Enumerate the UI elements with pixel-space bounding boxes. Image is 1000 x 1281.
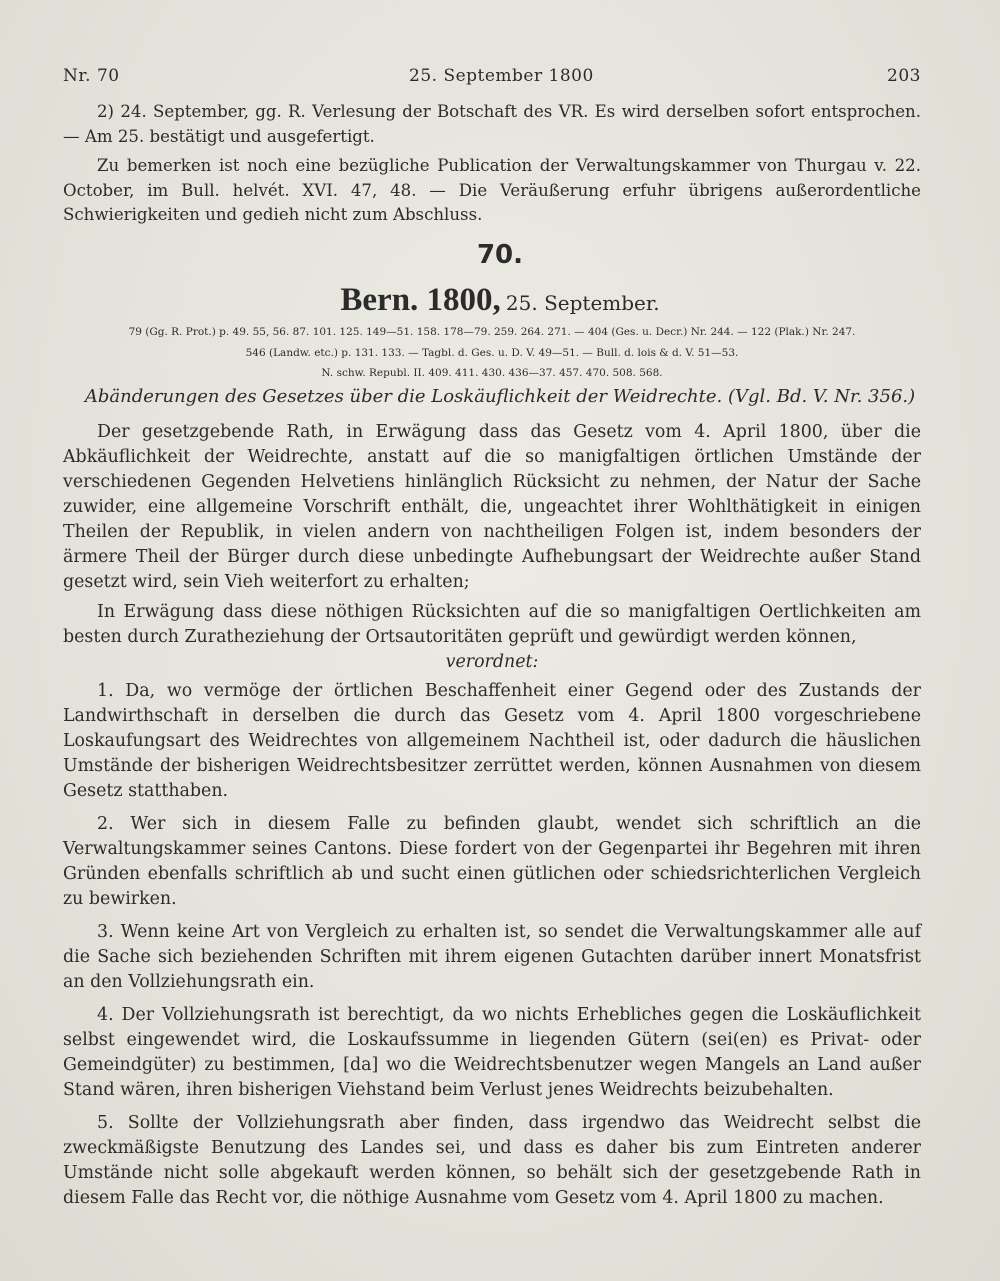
document-title: [0, 282, 1000, 319]
intro-notes: [63, 100, 921, 228]
intro-note-1: 2) 24. September, gg. R. Verlesung der Botschaft des VR. Es wird derselben sofort entsprochen. — Am 25. bestätigt und ausgefertigt.: [63, 102, 921, 146]
section-5: 5. Sollte der Vollziehungsrath aber finden, dass irgendwo das Weidrecht selbst die zweckmäßigste Benutzung des Landes sei, und dass es daher bis zum Eintreten anderer Umstände nicht solle abgekauft werden können, so behält sich der gesetzgebende Rath in diesem Falle das Recht vor, die nöthige Ausnahme vom Gesetz vom 4. April 1800 zu machen.: [63, 1113, 921, 1208]
body-paragraph-1: Der gesetzgebende Rath, in Erwägung dass das Gesetz vom 4. April 1800, über die Abkäuflichkeit der Weidrechte, anstatt auf die so manigfaltigen örtlichen Umstände der verschiedenen Gegenden Helvetiens hinlänglich Rücksicht zu nehmen, der Natur der Sache zuwider, eine allgemeine Vorschrift enthält, die, ungeachtet ihrer Wohlthätigkeit in einigen Theilen der Republik, in vielen andern von nachtheiligen Folgen ist, indem besonders der ärmere Theil der Bürger durch diese unbedingte Aufhebungsart der Weidrechte außer Stand gesetzt wird, sein Vieh weiterfort zu erhalten;: [63, 422, 921, 592]
document-subtitle: Abänderungen des Gesetzes über die Loskäuflichkeit der Weidrechte. (Vgl. Bd. V. Nr. 356.): [84, 386, 916, 407]
header-date: 25. September 1800: [409, 66, 594, 86]
verordnet-heading: verordnet:: [445, 652, 539, 672]
section-2: 2. Wer sich in diesem Falle zu befinden glaubt, wendet sich schriftlich an die Verwaltungskammer seines Cantons. Diese fordert von der Gegenpartei ihr Begehren mit ihren Gründen ebenfalls schriftlich ab und sucht einen gütlichen oder schiedsrichterlichen Vergleich zu bewirken.: [63, 814, 921, 909]
refs-line-3: N. schw. Republ. II. 409. 411. 430. 436—37. 457. 470. 508. 568.: [321, 367, 663, 379]
running-header: [63, 66, 921, 94]
header-number: Nr. 70: [63, 66, 120, 86]
section-3: 3. Wenn keine Art von Vergleich zu erhalten ist, so sendet die Verwaltungskammer alle auf die Sache sich beziehenden Schriften mit ihrem eigenen Gutachten darüber innert Monatsfrist an den Vollziehungsrath ein.: [63, 922, 921, 992]
source-references: [63, 322, 921, 384]
document-number: 70.: [476, 240, 524, 270]
refs-line-1: 79 (Gg. R. Prot.) p. 49. 55, 56. 87. 101. 125. 149—51. 158. 178—79. 259. 264. 271. — 404 (Ges. u. Decr.) Nr. 244. — 122 (Plak.) Nr. 247.: [128, 326, 856, 338]
title-date: 25. September.: [505, 291, 660, 315]
document-body: [63, 420, 921, 1211]
title-place-year: Bern. 1800,: [340, 282, 501, 318]
page-number: 203: [887, 66, 921, 86]
section-1: 1. Da, wo vermöge der örtlichen Beschaffenheit einer Gegend oder des Zustands der Landwirthschaft in derselben die durch das Gesetz vom 4. April 1800 vorgeschriebene Loskaufungsart des Weidrechtes von allgemeinem Nachtheil ist, oder dadurch die häuslichen Umstände der bisherigen Weidrechtsbesitzer zerrüttet werden, können Ausnahmen von diesem Gesetz statthaben.: [63, 681, 921, 801]
body-paragraph-2: In Erwägung dass diese nöthigen Rücksichten auf die so manigfaltigen Oertlichkeiten am besten durch Zuratheziehung der Ortsautoritäten geprüft und gewürdigt werden können,: [63, 602, 921, 647]
section-4: 4. Der Vollziehungsrath ist berechtigt, da wo nichts Erhebliches gegen die Loskäuflichkeit selbst eingewendet wird, die Loskaufssumme in liegenden Gütern (sei(en) es Privat- oder Gemeindgüter) zu bestimmen, [da] wo die Weidrechtsbenutzer wegen Mangels an Land außer Stand wären, ihren bisherigen Viehstand beim Verlust jenes Weidrechts beizubehalten.: [63, 1005, 921, 1100]
refs-line-2: 546 (Landw. etc.) p. 131. 133. — Tagbl. d. Ges. u. D. V. 49—51. — Bull. d. lois & d. V. 51—53.: [245, 346, 739, 359]
intro-note-2: Zu bemerken ist noch eine bezügliche Publication der Verwaltungskammer von Thurgau v. 22. October, im Bull. helvét. XVI. 47, 48. — Die Veräußerung erfuhr übrigens außerordentliche Schwierigkeiten und gedieh nicht zum Abschluss.: [63, 156, 921, 224]
